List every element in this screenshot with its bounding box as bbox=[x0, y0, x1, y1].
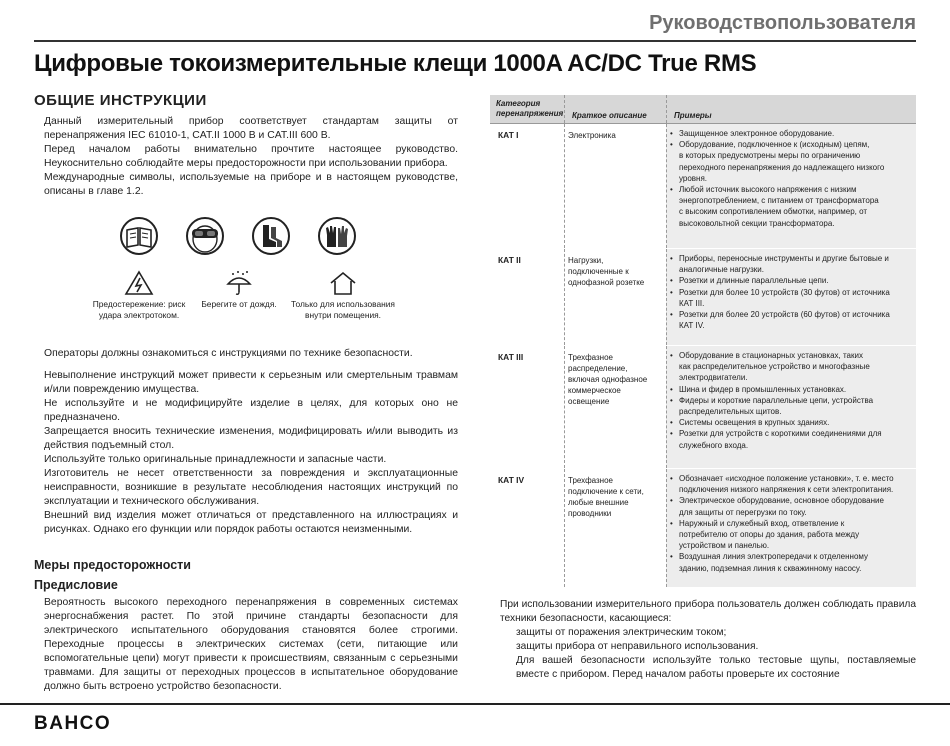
symbol-label: Берегите от дождя. bbox=[201, 299, 277, 309]
section-heading: ОБЩИЕ ИНСТРУКЦИИ bbox=[34, 92, 207, 109]
column-divider bbox=[564, 95, 565, 123]
example-line: КАТ III. bbox=[679, 298, 705, 308]
warning-text: Изготовитель не несет ответственности за повреждения и эксплуатационные неисправности, возникшие в результате несоблюдения настоящих инструкций по эксплуатации и технического обслуживания. bbox=[44, 468, 458, 507]
category-cell: КАТ II bbox=[498, 255, 521, 265]
keep-dry-icon bbox=[224, 270, 254, 296]
category-cell: КАТ III bbox=[498, 352, 524, 362]
examples-cell bbox=[670, 128, 912, 229]
examples-cell bbox=[670, 253, 912, 331]
precautions-section bbox=[34, 558, 458, 694]
column-header-description: Краткое описание bbox=[572, 111, 647, 120]
paragraph: Международные символы, используемые на приборе и в настоящем руководстве, описаны в главе 1.2. bbox=[44, 172, 458, 197]
description-cell: Трехфазное распределение, включая однофазное коммерческое освещение bbox=[568, 353, 648, 406]
example-line: высоковольтной секции трансформатора. bbox=[679, 218, 835, 228]
examples-cell bbox=[670, 350, 912, 451]
example-line: КАТ IV. bbox=[679, 321, 705, 331]
example-line: подключения низкого напряжения к сети электропитания. bbox=[679, 485, 894, 495]
symbol-indoor-use bbox=[288, 270, 398, 321]
example-line: • Системы освещения в крупных зданиях. bbox=[670, 417, 912, 428]
usage-item: защиты от поражения электрическим током; bbox=[516, 627, 727, 638]
example-line: переходного перенапряжения до надлежащего низкого bbox=[679, 162, 885, 172]
example-line: распределительных щитов. bbox=[679, 407, 782, 417]
column-divider bbox=[564, 124, 565, 248]
boots-icon bbox=[252, 217, 290, 255]
operators-note: Операторы должны ознакомиться с инструкциями по технике безопасности. bbox=[44, 348, 413, 359]
examples-cell bbox=[670, 473, 912, 574]
category-cell: КАТ I bbox=[498, 130, 519, 140]
column-divider bbox=[666, 249, 667, 345]
preface-heading: Предисловие bbox=[34, 578, 118, 592]
goggles-icon bbox=[186, 217, 224, 255]
example-line: • Обозначает «исходное положение установки», т. е. место bbox=[670, 473, 912, 484]
symbol-label: Только для использования внутри помещения. bbox=[291, 299, 395, 320]
warning-text: Невыполнение инструкций может привести к серьезным или смертельным травмам и/или повреждению имущества. bbox=[44, 370, 458, 395]
column-divider bbox=[666, 346, 667, 468]
example-line: • Оборудование в стационарных установках, таких bbox=[670, 350, 912, 361]
column-divider bbox=[564, 346, 565, 468]
example-line: зданию, подземная линия к скважинному насосу. bbox=[679, 563, 862, 573]
example-line: служебного входа. bbox=[679, 440, 749, 450]
column-divider bbox=[666, 469, 667, 587]
example-line: • Розетки для более 10 устройств (30 футов) от источника bbox=[670, 287, 912, 298]
paragraph: Перед началом работы внимательно прочтите настоящее руководство. Неукоснительно соблюдайте меры предосторожности при использовании прибора. bbox=[44, 144, 458, 169]
symbol-shock-warning bbox=[84, 270, 194, 321]
example-line: для защиты от перегрузки по току. bbox=[679, 507, 807, 517]
manual-header-title: Руководствопользователя bbox=[649, 12, 916, 34]
usage-safety-text bbox=[500, 598, 916, 682]
table-row bbox=[490, 469, 916, 588]
warning-text: Внешний вид изделия может отличаться от представленного на иллюстрациях и рисунках. Однако его функции или порядок работы остаются неизменными. bbox=[44, 510, 458, 535]
header-divider bbox=[34, 40, 916, 42]
description-cell: Электроника bbox=[568, 131, 616, 140]
example-line: • Шина и фидер в промышленных установках. bbox=[670, 384, 912, 395]
description-cell: Трехфазное подключение к сети, любые внешние проводники bbox=[568, 476, 644, 518]
general-instructions-section bbox=[34, 92, 458, 199]
paragraph: Данный измерительный прибор соответствует стандартам защиты от перенапряжения IEC 61010-1, CAT.II 1000 В и CAT.III 600 В. bbox=[44, 116, 458, 141]
preface-text: Вероятность высокого переходного перенапряжения в современных системах энергоснабжения растет. По этой причине стандарты безопасности для электрического испытательного оборудования становятся более строгими. Переходные процессы в электрических системах (сети, питающие или вспомогательные цепи) могут привести к происшествиям, связанным с серьезными травмами. Для защиты от переходных процессов в испытательное оборудование должно быть встроено устройство безопасности. bbox=[44, 597, 458, 692]
column-header-category: Категория перенапряжения bbox=[496, 99, 564, 118]
gloves-icon bbox=[318, 217, 356, 255]
usage-intro: При использовании измерительного прибора пользователь должен соблюдать правила техники безопасности, касающиеся: bbox=[500, 599, 916, 624]
example-line: потребителю от опоры до здания, работа между bbox=[679, 530, 860, 540]
example-line: • Розетки для более 20 устройств (60 футов) от источника bbox=[670, 309, 912, 320]
column-divider bbox=[564, 469, 565, 587]
usage-item: защиты прибора от неправильного использования. bbox=[516, 641, 759, 652]
column-header-examples: Примеры bbox=[674, 111, 712, 120]
warning-text: Используйте только оригинальные принадлежности и запасные части. bbox=[44, 454, 387, 465]
table-row bbox=[490, 249, 916, 346]
table-row bbox=[490, 124, 916, 249]
column-divider bbox=[666, 124, 667, 248]
example-line: устройством и панелью. bbox=[679, 541, 770, 551]
warnings-section bbox=[34, 347, 458, 537]
precautions-heading: Меры предосторожности bbox=[34, 558, 191, 572]
example-line: • Воздушная линия электропередачи к отделенному bbox=[670, 551, 912, 562]
example-line: • Розетки и длинные параллельные цепи. bbox=[670, 275, 912, 286]
example-line: • Защищенное электронное оборудование. bbox=[670, 128, 912, 139]
description-cell: Нагрузки, подключенные к однофазной розетке bbox=[568, 256, 645, 287]
symbols-row bbox=[70, 270, 460, 330]
example-line: • Любой источник высокого напряжения с низким bbox=[670, 184, 912, 195]
example-line: в которых предусмотрены меры по ограничению bbox=[679, 151, 861, 161]
manual-icon bbox=[120, 217, 158, 255]
usage-item: Для вашей безопасности используйте только тестовые щупы, поставляемые вместе с прибором. Перед началом работы проверьте их состояние bbox=[516, 655, 916, 680]
column-divider bbox=[564, 249, 565, 345]
brand-logo: BAHCO bbox=[34, 713, 112, 734]
example-line: • Оборудование, подключенное к (исходным) цепям, bbox=[670, 139, 912, 150]
table-row bbox=[490, 346, 916, 469]
ppe-icons-row bbox=[120, 217, 360, 261]
example-line: электродвигатели. bbox=[679, 373, 748, 383]
example-line: уровня. bbox=[679, 173, 708, 183]
example-line: как распределительное устройство и многофазные bbox=[679, 362, 870, 372]
shock-warning-icon bbox=[124, 270, 154, 296]
symbol-keep-dry bbox=[196, 270, 282, 310]
example-line: • Наружный и служебный вход, ответвление к bbox=[670, 518, 912, 529]
example-line: • Фидеры и короткие параллельные цепи, устройства bbox=[670, 395, 912, 406]
table-body bbox=[490, 124, 916, 588]
page-title: Цифровые токоизмерительные клещи 1000A AC/DC True RMS bbox=[34, 50, 757, 77]
table-header bbox=[490, 95, 916, 124]
warning-text: Не используйте и не модифицируйте изделие в целях, для которых оно не предназначено. bbox=[44, 398, 458, 423]
example-line: аналогичные нагрузки. bbox=[679, 265, 764, 275]
indoor-use-icon bbox=[328, 270, 358, 296]
symbol-label: Предостережение: риск удара электротоком. bbox=[92, 299, 186, 320]
example-line: • Приборы, переносные инструменты и другие бытовые и bbox=[670, 253, 912, 264]
example-line: энергопотреблением, с питанием от трансформатора bbox=[679, 196, 879, 206]
column-divider bbox=[666, 95, 667, 123]
example-line: с высоким сопротивлением обмотки, например, от bbox=[679, 207, 868, 217]
example-line: • Розетки для устройств с короткими соединениями для bbox=[670, 428, 912, 439]
footer-divider bbox=[0, 703, 950, 705]
overvoltage-category-table bbox=[490, 95, 916, 588]
category-cell: КАТ IV bbox=[498, 475, 525, 485]
warning-text: Запрещается вносить технические изменения, модифицировать и/или выводить из действия подъемный стол. bbox=[44, 426, 458, 451]
example-line: • Электрическое оборудование, основное оборудование bbox=[670, 495, 912, 506]
